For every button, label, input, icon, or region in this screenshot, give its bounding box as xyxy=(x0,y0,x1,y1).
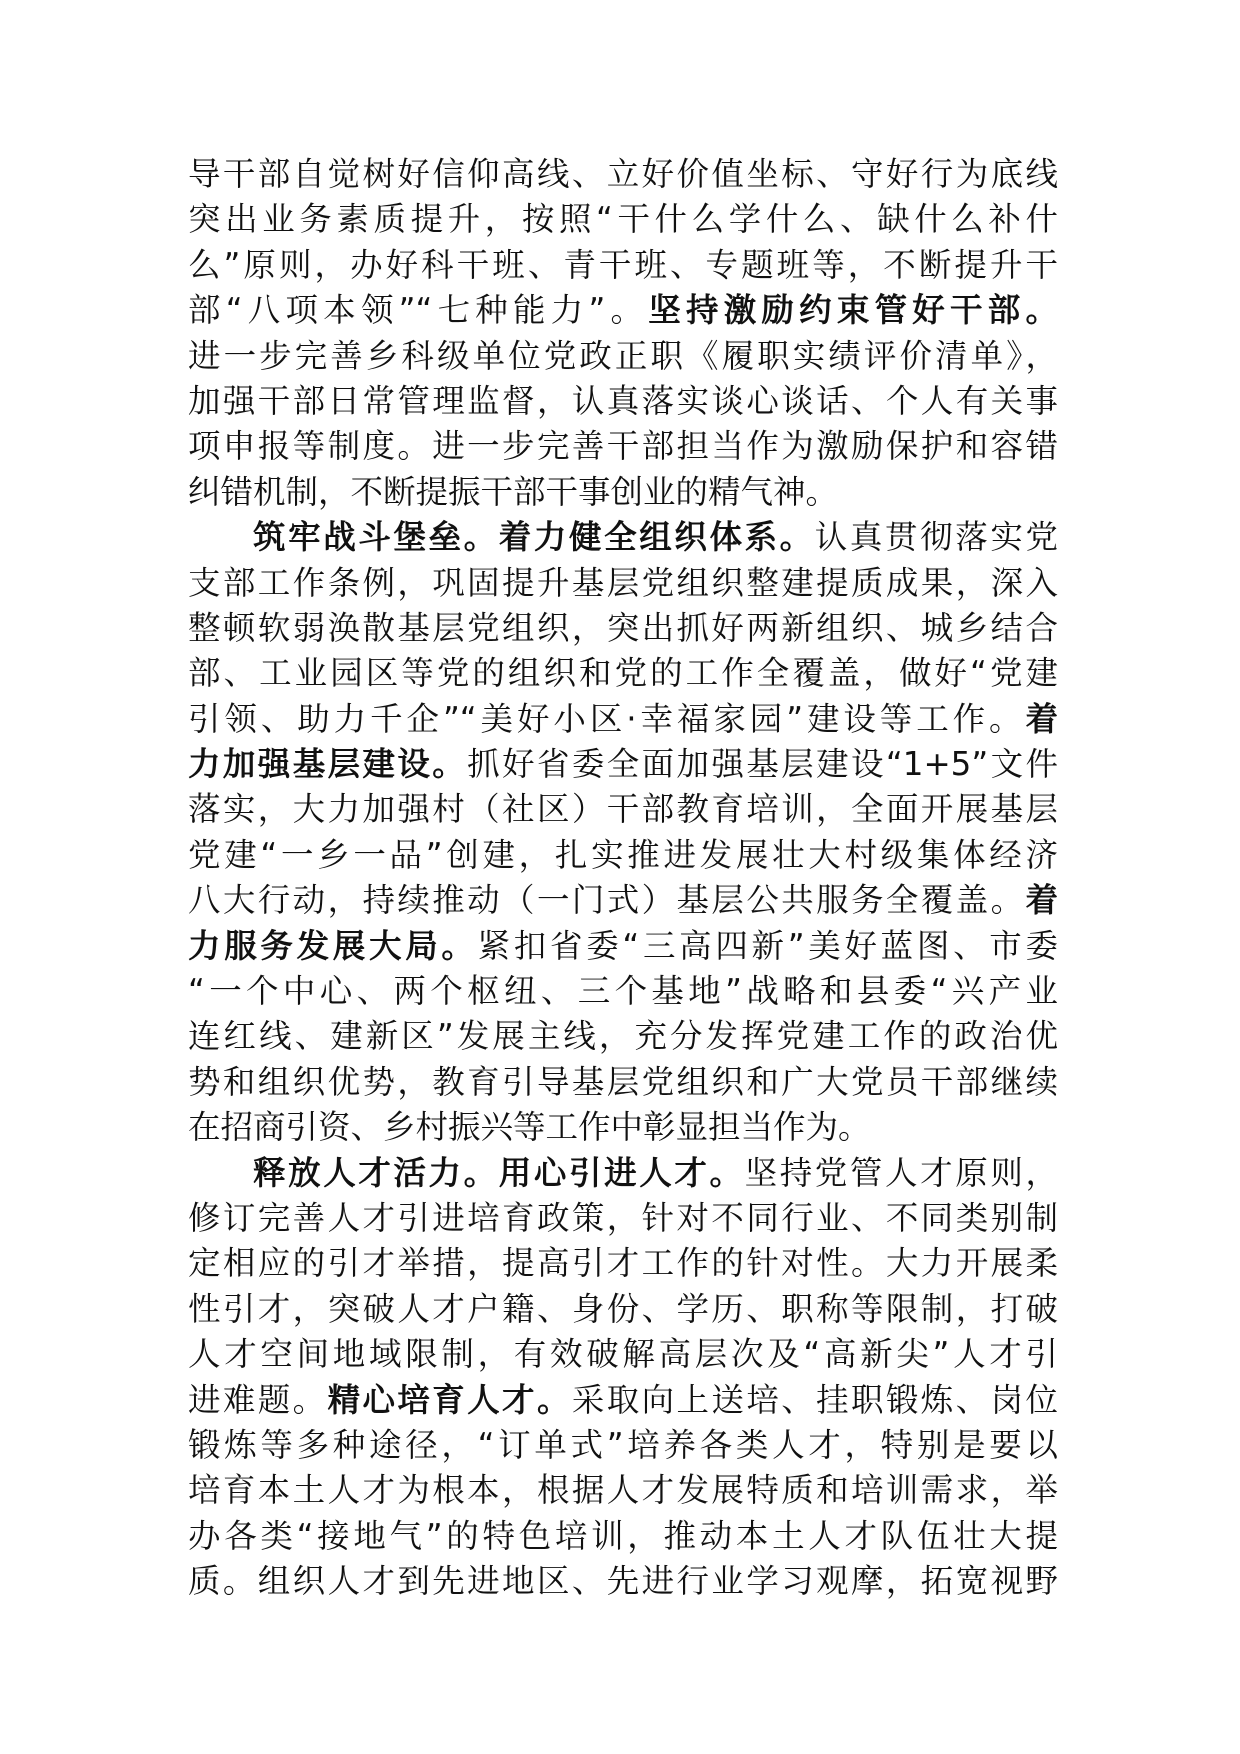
text-line xyxy=(188,470,1058,515)
bold-heading-text: 筑牢战斗堡垒。着力健全组织体系。 xyxy=(253,518,815,557)
paragraph-text: 连红线、建新区”发展主线，充分发挥党建工作的政治优 xyxy=(188,1017,1058,1056)
text-line xyxy=(188,334,1058,379)
paragraph-text: 采取向上送培、挂职锻炼、岗位 xyxy=(571,1380,1058,1419)
paragraph-text: “一个中心、两个枢纽、三个基地”战略和县委“兴产业 xyxy=(188,972,1058,1011)
paragraph-text: 紧扣省委“三高四新”美好蓝图、市委 xyxy=(477,926,1058,965)
bold-heading-text: 坚持激励约束管好干部。 xyxy=(648,291,1058,330)
text-line xyxy=(188,1378,1058,1423)
paragraph-text: 引领、助力千企”“美好小区·幸福家园”建设等工作。 xyxy=(188,699,1026,738)
text-line xyxy=(188,1423,1058,1468)
text-line xyxy=(188,1060,1058,1105)
text-line xyxy=(188,924,1058,969)
paragraph-text: 修订完善人才引进培育政策，针对不同行业、不同类别制 xyxy=(188,1198,1058,1237)
text-line xyxy=(188,1287,1058,1332)
paragraph-text: 定相应的引才举措，提高引才工作的针对性。大力开展柔 xyxy=(188,1244,1058,1283)
text-line xyxy=(188,1105,1058,1150)
paragraph-text: 党建“一乡一品”创建，扎实推进发展壮大村级集体经济 xyxy=(188,835,1058,874)
text-line xyxy=(188,1014,1058,1059)
paragraph-text: 八大行动，持续推动（一门式）基层公共服务全覆盖。 xyxy=(188,881,1026,920)
paragraph-text: 性引才，突破人才户籍、身份、学历、职称等限制，打破 xyxy=(188,1289,1058,1328)
paragraph-text: 项申报等制度。进一步完善干部担当作为激励保护和容错 xyxy=(188,427,1058,466)
paragraph-text: 抓好省委全面加强基层建设“1+5”文件 xyxy=(467,745,1058,784)
paragraph-text: 培育本土人才为根本，根据人才发展特质和培训需求，举 xyxy=(188,1471,1058,1510)
paragraph-text: 人才空间地域限制，有效破解高层次及“高新尖”人才引 xyxy=(188,1335,1058,1374)
text-line xyxy=(188,424,1058,469)
text-line xyxy=(188,606,1058,651)
text-line xyxy=(188,515,1058,560)
text-line xyxy=(188,697,1058,742)
paragraph-text: 质。组织人才到先进地区、先进行业学习观摩，拓宽视野 xyxy=(188,1562,1058,1601)
text-line xyxy=(188,742,1058,787)
text-line xyxy=(188,152,1058,197)
bold-heading-text: 力服务发展大局。 xyxy=(188,926,478,965)
paragraph-text: 锻炼等多种途径，“订单式”培养各类人才，特别是要以 xyxy=(188,1425,1058,1464)
paragraph-text: 整顿软弱涣散基层党组织，突出抓好两新组织、城乡结合 xyxy=(188,608,1058,647)
text-line xyxy=(188,197,1058,242)
text-line xyxy=(188,969,1058,1014)
paragraph-text: 导干部自觉树好信仰高线、立好价值坐标、守好行为底线 xyxy=(188,155,1058,193)
paragraph-text: 部、工业园区等党的组织和党的工作全覆盖，做好“党建 xyxy=(188,654,1058,693)
text-line xyxy=(188,243,1058,288)
paragraph-text: 么”原则，办好科干班、青干班、专题班等，不断提升干 xyxy=(188,245,1058,284)
paragraph-text: 加强干部日常管理监督，认真落实谈心谈话、个人有关事 xyxy=(188,381,1058,420)
text-line xyxy=(188,878,1058,923)
text-line xyxy=(188,1468,1058,1513)
text-line xyxy=(188,1514,1058,1559)
bold-heading-text: 精心培育人才。 xyxy=(327,1380,572,1419)
text-line xyxy=(188,379,1058,424)
paragraph-text: 部“八项本领”“七种能力”。 xyxy=(188,291,649,330)
paragraph-text: 进一步完善乡科级单位党政正职《履职实绩评价清单》， xyxy=(188,336,1058,375)
body-text xyxy=(188,152,1058,1605)
text-line xyxy=(188,651,1058,696)
text-line xyxy=(188,1332,1058,1377)
bold-heading-text: 释放人才活力。用心引进人才。 xyxy=(253,1153,745,1192)
paragraph-text: 进难题。 xyxy=(188,1380,328,1419)
bold-heading-text: 着 xyxy=(1025,881,1058,920)
paragraph-text: 在招商引资、乡村振兴等工作中彰显担当作为。 xyxy=(188,1108,871,1147)
text-line xyxy=(188,1196,1058,1241)
text-line xyxy=(188,561,1058,606)
text-line xyxy=(188,833,1058,878)
text-line xyxy=(188,1559,1058,1604)
text-line xyxy=(188,787,1058,832)
paragraph-text: 纠错机制，不断提振干部干事创业的精气神。 xyxy=(188,472,839,511)
paragraph-text: 势和组织优势，教育引导基层党组织和广大党员干部继续 xyxy=(188,1062,1058,1101)
text-line xyxy=(188,1151,1058,1196)
bold-heading-text: 力加强基层建设。 xyxy=(188,745,468,784)
text-line xyxy=(188,1241,1058,1286)
paragraph-text: 突出业务素质提升，按照“干什么学什么、缺什么补什 xyxy=(188,200,1058,239)
bold-heading-text: 着 xyxy=(1025,699,1058,738)
paragraph-text: 支部工作条例，巩固提升基层党组织整建提质成果，深入 xyxy=(188,563,1058,602)
text-line xyxy=(188,288,1058,333)
paragraph-text: 坚持党管人才原则， xyxy=(744,1153,1058,1192)
paragraph-text: 办各类“接地气”的特色培训，推动本土人才队伍壮大提 xyxy=(188,1516,1058,1555)
paragraph-text: 落实，大力加强村（社区）干部教育培训，全面开展基层 xyxy=(188,790,1058,829)
paragraph-text: 认真贯彻落实党 xyxy=(814,518,1058,557)
